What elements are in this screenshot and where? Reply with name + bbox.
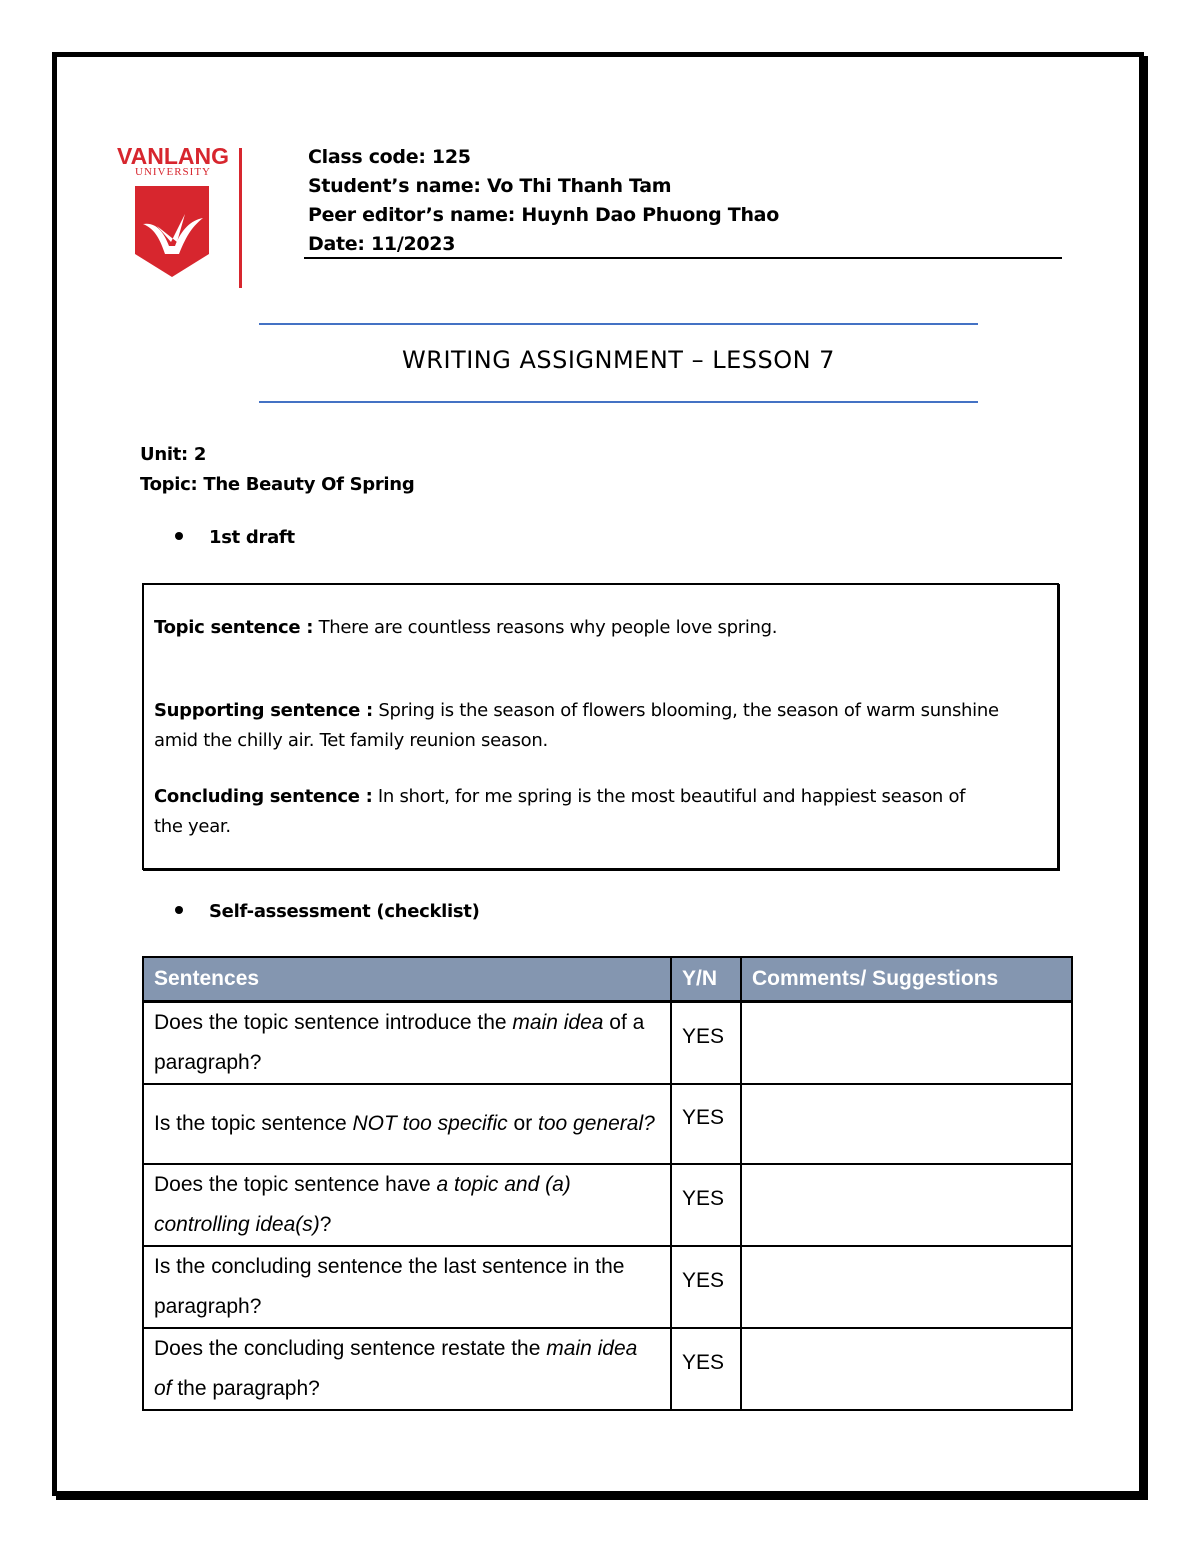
concluding-sentence-label: Concluding sentence : xyxy=(154,786,373,807)
table-header-row xyxy=(143,957,1072,1002)
class-code: Class code: 125 xyxy=(308,146,471,168)
question-text: of a paragraph? xyxy=(154,1011,645,1074)
logo-divider xyxy=(239,148,242,288)
topic-label: Topic: The Beauty Of Spring xyxy=(140,474,415,495)
table-row xyxy=(143,1246,1072,1328)
bullet-icon xyxy=(175,532,183,540)
question-cell xyxy=(143,1328,671,1410)
question-emphasis: main idea of xyxy=(154,1337,638,1400)
first-draft-label: 1st draft xyxy=(209,527,295,548)
column-header: Sentences xyxy=(143,957,671,1002)
question-cell xyxy=(143,1084,671,1164)
unit-label: Unit: 2 xyxy=(140,444,207,465)
concluding-sentence-text: In short, for me spring is the most beautiful and happiest season of xyxy=(372,786,966,807)
table-row xyxy=(143,1328,1072,1410)
answer-value: YES xyxy=(682,1025,725,1048)
topic-sentence-text: There are countless reasons why people love spring. xyxy=(313,617,778,638)
title-rule-top xyxy=(259,323,978,325)
comment-cell xyxy=(741,1084,1072,1164)
bullet-self-assessment xyxy=(175,901,480,922)
question-emphasis: too general? xyxy=(538,1112,655,1135)
question-text: Does the topic sentence have xyxy=(154,1173,437,1196)
question-text: Does the topic sentence introduce the xyxy=(154,1011,513,1034)
question-cell xyxy=(143,1164,671,1246)
supporting-sentence-text: Spring is the season of flowers blooming, the season of warm sunshine xyxy=(372,700,999,721)
question-text: Is the concluding sentence the last sentence in the paragraph? xyxy=(154,1255,625,1318)
question-emphasis: a topic and (a) controlling idea(s) xyxy=(154,1173,571,1236)
supporting-sentence-label: Supporting sentence : xyxy=(154,700,373,721)
answer-cell xyxy=(671,1246,741,1328)
page-title: WRITING ASSIGNMENT – LESSON 7 xyxy=(402,346,835,374)
logo-wordmark: VANLANG xyxy=(116,143,229,169)
answer-value: YES xyxy=(682,1351,725,1374)
checklist-table xyxy=(142,956,1073,1411)
table-row xyxy=(143,1164,1072,1246)
answer-cell xyxy=(671,1084,741,1164)
question-cell xyxy=(143,1246,671,1328)
comment-cell xyxy=(741,1164,1072,1246)
student-name: Student’s name: Vo Thi Thanh Tam xyxy=(308,175,672,197)
supporting-sentence xyxy=(154,696,1050,756)
date: Date: 11/2023 xyxy=(308,233,456,255)
question-text: Does the concluding sentence restate the xyxy=(154,1337,547,1360)
self-assessment-label: Self-assessment (checklist) xyxy=(209,901,480,922)
answer-value: YES xyxy=(682,1106,725,1129)
logo-subtitle: UNIVERSITY xyxy=(135,166,211,178)
comment-cell xyxy=(741,1328,1072,1410)
table-row xyxy=(143,1002,1072,1085)
bullet-first-draft xyxy=(175,527,295,548)
comment-cell xyxy=(741,1002,1072,1085)
topic-sentence xyxy=(154,613,1050,643)
table-row xyxy=(143,1084,1072,1164)
question-text: or xyxy=(507,1112,539,1135)
column-header: Comments/ Suggestions xyxy=(741,957,1072,1002)
supporting-sentence-text-2: amid the chilly air. Tet family reunion season. xyxy=(154,730,548,751)
question-text: ? xyxy=(319,1213,332,1236)
answer-cell xyxy=(671,1164,741,1246)
question-emphasis: main idea xyxy=(512,1011,604,1034)
question-cell xyxy=(143,1002,671,1085)
university-logo xyxy=(112,144,234,178)
title-rule-bottom xyxy=(259,401,978,403)
comment-cell xyxy=(741,1246,1072,1328)
column-header: Y/N xyxy=(671,957,741,1002)
draft-box xyxy=(142,583,1059,870)
bullet-icon xyxy=(175,906,183,914)
header-rule xyxy=(304,257,1062,259)
answer-value: YES xyxy=(682,1269,725,1292)
concluding-sentence xyxy=(154,782,1050,842)
topic-sentence-label: Topic sentence : xyxy=(154,617,314,638)
shield-icon xyxy=(133,184,211,279)
concluding-sentence-text-2: the year. xyxy=(154,816,231,837)
unit-topic xyxy=(140,440,414,500)
header-info xyxy=(308,143,779,259)
question-text: Is the topic sentence xyxy=(154,1112,353,1135)
question-text: the paragraph? xyxy=(171,1377,320,1400)
answer-value: YES xyxy=(682,1187,725,1210)
question-emphasis: NOT too specific xyxy=(352,1112,508,1135)
answer-cell xyxy=(671,1002,741,1085)
answer-cell xyxy=(671,1328,741,1410)
peer-editor-name: Peer editor’s name: Huynh Dao Phuong Thao xyxy=(308,204,779,226)
